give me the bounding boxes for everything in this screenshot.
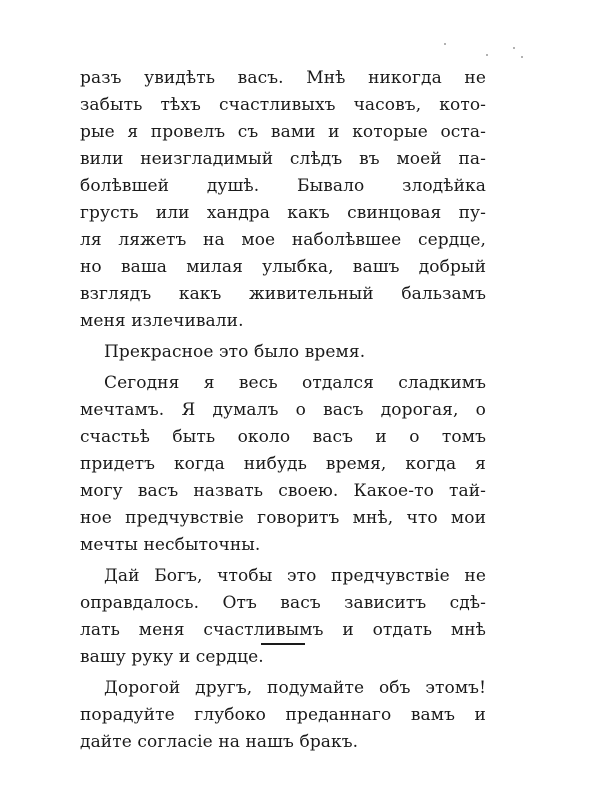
- text-line: грусть или хандра какъ свинцовая пу-: [80, 203, 486, 223]
- text-line: вили неизгладимый слѣдъ въ моей па-: [80, 149, 486, 169]
- text-line: Дай Богъ, чтобы это предчувствіе не: [104, 566, 486, 586]
- text-line: Прекрасное это было время.: [104, 342, 366, 362]
- text-line: счастьѣ быть около васъ и о томъ: [80, 427, 486, 447]
- text-line: ное предчувствіе говоритъ мнѣ, что мои: [80, 508, 486, 528]
- text-line: Сегодня я весь отдался сладкимъ: [104, 373, 486, 393]
- text-line: болѣвшей душѣ. Бывало злодѣйка: [80, 176, 486, 196]
- scan-speck: [486, 54, 488, 56]
- text-line: меня излечивали.: [80, 311, 244, 331]
- scan-speck: [521, 56, 523, 58]
- text-line: рые я провелъ съ вами и которые оста-: [80, 122, 486, 142]
- text-line: лать меня счастливымъ и отдать мнѣ: [80, 620, 486, 640]
- text-line: придетъ когда нибудь время, когда я: [80, 454, 486, 474]
- text-line: Дорогой другъ, подумайте объ этомъ!: [104, 678, 486, 698]
- text-line: но ваша милая улыбка, вашъ добрый: [80, 257, 486, 277]
- text-line: забыть тѣхъ счастливыхъ часовъ, кото-: [80, 95, 486, 115]
- text-line: мечтамъ. Я думалъ о васъ дорогая, о: [80, 400, 486, 420]
- end-rule: [261, 643, 305, 645]
- scan-speck: [444, 43, 446, 45]
- text-line: дайте согласіе на нашъ бракъ.: [80, 732, 359, 752]
- text-line: оправдалось. Отъ васъ зависитъ сдѣ-: [80, 593, 486, 613]
- text-line: мечты несбыточны.: [80, 535, 261, 555]
- text-line: ля ляжетъ на мое наболѣвшее сердце,: [80, 230, 486, 250]
- text-line: разъ увидѣть васъ. Мнѣ никогда не: [80, 68, 486, 88]
- text-line: порадуйте глубоко преданнаго вамъ и: [80, 705, 486, 725]
- text-line: вашу руку и сердце.: [80, 647, 264, 667]
- text-line: взглядъ какъ живительный бальзамъ: [80, 284, 486, 304]
- text-line: могу васъ назвать своею. Какое-то тай-: [80, 481, 486, 501]
- scan-speck: [513, 47, 515, 49]
